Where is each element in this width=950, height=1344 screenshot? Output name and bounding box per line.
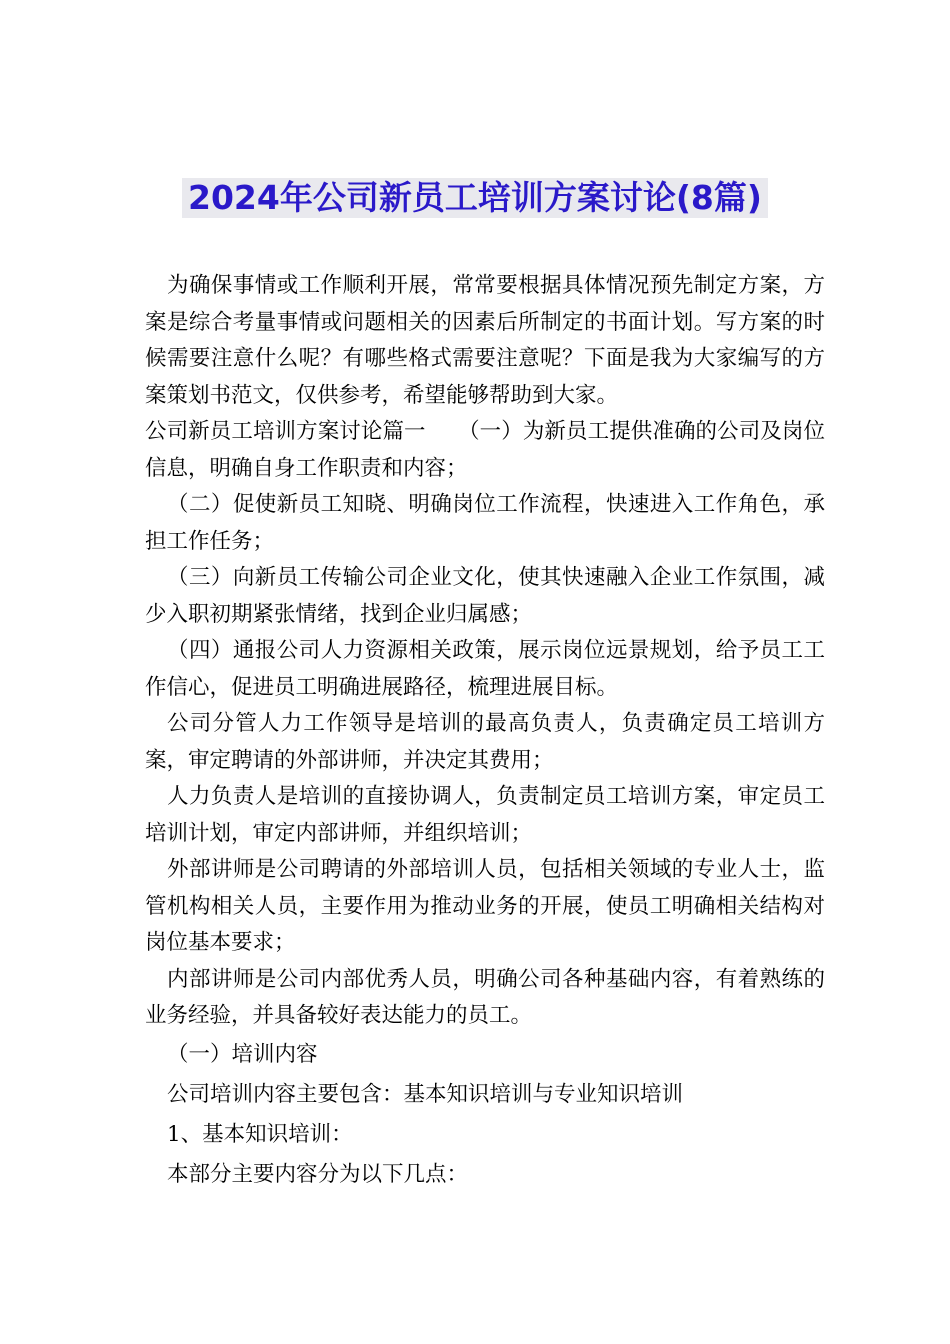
title-container: [0, 178, 950, 218]
intro-paragraph: 为确保事情或工作顺利开展，常常要根据具体情况预先制定方案，方案是综合考量事情或问题相关的因素后所制定的书面计划。写方案的时候需要注意什么呢？有哪些格式需要注意呢？下面是我为大家编写的方案策划书范文，仅供参考，希望能够帮助到大家。: [145, 273, 825, 408]
basic-knowledge-heading: 1、基本知识培训：: [167, 1121, 353, 1147]
item-2-paragraph: （二）促使新员工知晓、明确岗位工作流程，快速进入工作角色，承担工作任务；: [145, 492, 825, 554]
external-trainer-paragraph: 外部讲师是公司聘请的外部培训人员，包括相关领域的专业人士，监管机构相关人员，主要作用为推动业务的开展，使员工明确相关结构对岗位基本要求；: [145, 857, 825, 955]
training-content-summary: 公司培训内容主要包含：基本知识培训与专业知识培训: [167, 1081, 684, 1107]
basic-knowledge-points: 本部分主要内容分为以下几点：: [167, 1161, 469, 1187]
document-title: 2024年公司新员工培训方案讨论(8篇): [182, 178, 768, 218]
leader-paragraph: 公司分管人力工作领导是培训的最高负责人，负责确定员工培训方案，审定聘请的外部讲师，并决定其费用；: [145, 711, 825, 773]
hr-paragraph: 人力负责人是培训的直接协调人，负责制定员工培训方案，审定员工培训计划，审定内部讲师，并组织培训；: [145, 784, 825, 846]
item-4-paragraph: （四）通报公司人力资源相关政策，展示岗位远景规划，给予员工工作信心，促进员工明确进展路径，梳理进展目标。: [145, 638, 825, 700]
internal-trainer-paragraph: 内部讲师是公司内部优秀人员，明确公司各种基础内容，有着熟练的业务经验，并具备较好表达能力的员工。: [145, 966, 825, 1028]
training-content-heading: （一）培训内容: [167, 1041, 318, 1067]
document-body: [145, 268, 825, 1195]
section1-paragraph: 公司新员工培训方案讨论篇一 （一）为新员工提供准确的公司及岗位信息，明确自身工作职责和内容；: [145, 419, 825, 481]
item-3-paragraph: （三）向新员工传输公司企业文化，使其快速融入企业工作氛围，减少入职初期紧张情绪，找到企业归属感；: [145, 565, 825, 627]
